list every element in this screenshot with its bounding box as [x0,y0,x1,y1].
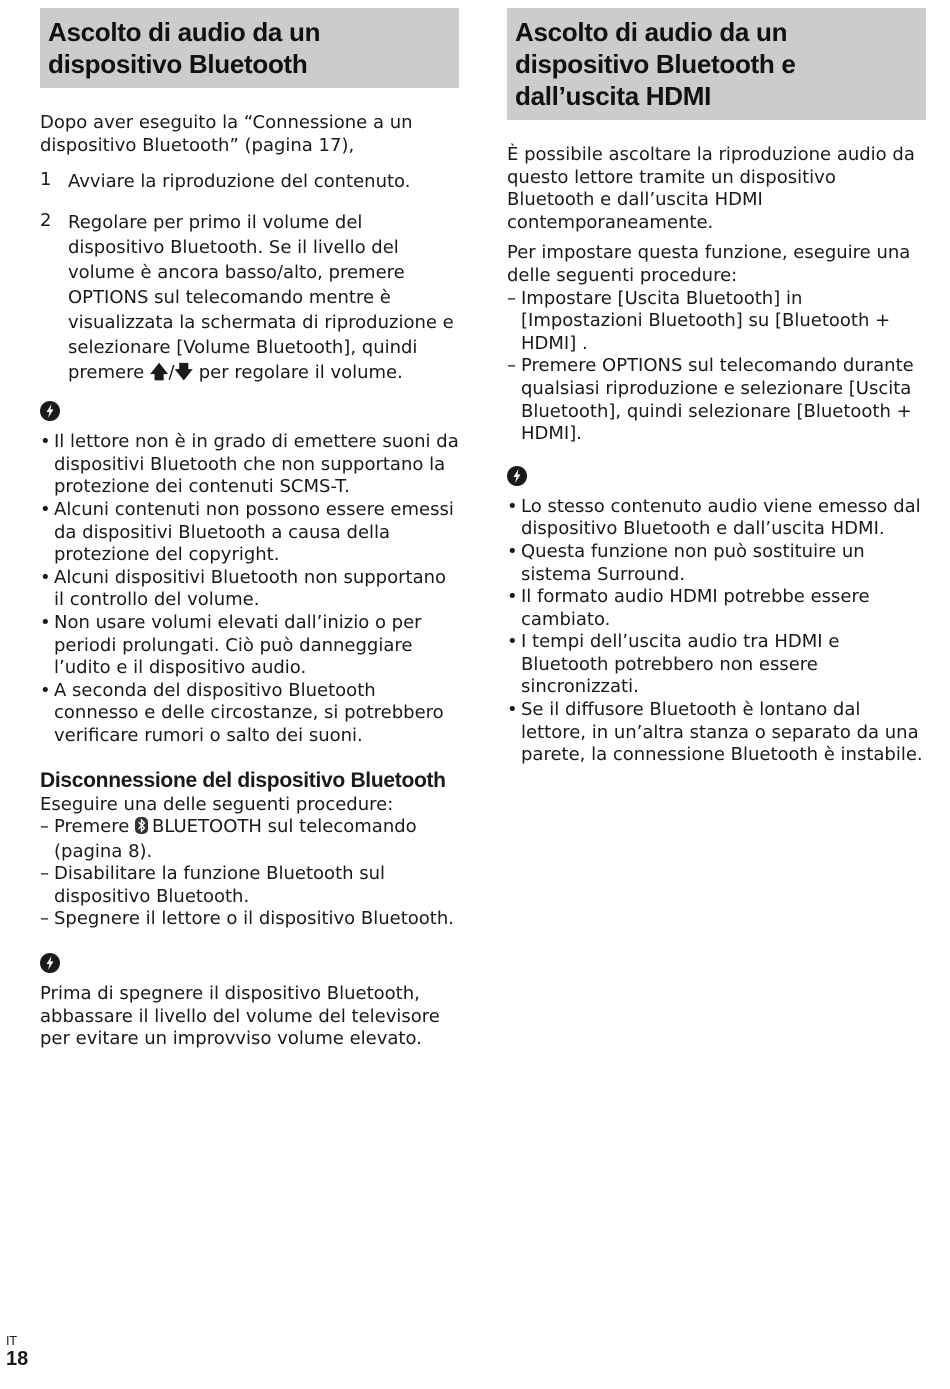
final-note: Prima di spegnere il dispositivo Bluetooth, abbassare il livello del volume del televisore per evitare un improvviso volume elevato. [40,983,440,1050]
note-item: • A seconda del dispositivo Bluetooth connesso e delle circostanze, si potrebbero verificare rumori o salto dei suoni. [40,680,460,748]
note-item: • Alcuni dispositivi Bluetooth non supportano il controllo del volume. [40,567,460,612]
setup-item: – Impostare [Uscita Bluetooth] in [Impostazioni Bluetooth] su [Bluetooth + HDMI] . [507,288,927,356]
step-number: 2 [40,210,52,232]
language-code: IT [6,1334,17,1348]
arrow-up-icon: 🡅 [149,362,169,384]
disconnect-item-text: Premere [54,816,136,838]
disconnect-intro: Eseguire una delle seguenti procedure: [40,793,394,815]
notes-list [507,496,927,767]
note-item: • Il lettore non è in grado di emettere suoni da dispositivi Bluetooth che non supportano la protezione dei contenuti SCMS-T. [40,431,460,499]
step-number: 1 [40,169,52,191]
note-item: • Lo stesso contenuto audio viene emesso dal dispositivo Bluetooth e dall’uscita HDMI. [507,496,927,541]
note-item: • Non usare volumi elevati dall’inizio o per periodi prolungati. Ciò può danneggiare l’udito e il dispositivo audio. [40,612,460,680]
section-heading-bluetooth: Ascolto di audio da un dispositivo Bluetooth [40,8,459,88]
step-text: Avviare la riproduzione del contenuto. [68,171,411,193]
disconnect-item: – Disabilitare la funzione Bluetooth sul dispositivo Bluetooth. [40,863,460,908]
disconnect-item: – Spegnere il lettore o il dispositivo Bluetooth. [40,908,460,931]
note-item: • Il formato audio HDMI potrebbe essere cambiato. [507,586,927,631]
step-1 [40,169,460,194]
disconnect-heading: Disconnessione del dispositivo Bluetooth [40,768,446,792]
note-item: • Questa funzione non può sostituire un sistema Surround. [507,541,927,586]
arrow-down-icon: 🡇 [174,362,194,384]
steps-list [40,169,460,385]
disconnect-item-text: BLUETOOTH sul telecomando (pagina 8). [54,816,417,862]
note-item: • I tempi dell’uscita audio tra HDMI e Bluetooth potrebbero non essere sincronizzati. [507,631,927,699]
notes-list [40,431,460,747]
disconnect-list [40,816,460,931]
left-column [40,8,460,1051]
setup-intro: Per impostare questa funzione, eseguire una delle seguenti procedure: [507,242,911,286]
slash: / [168,362,175,384]
note-item: • Alcuni contenuti non possono essere emessi da dispositivi Bluetooth a causa della protezione del copyright. [40,499,460,567]
step-text-part: per regolare il volume. [193,362,403,384]
page-footer [6,1334,28,1370]
page-number: 18 [6,1348,29,1370]
note-icon [40,953,460,973]
note-icon [507,466,927,486]
intro-paragraph: È possibile ascoltare la riproduzione audio da questo lettore tramite un dispositivo Bluetooth e dall’uscita HDMI contemporaneamente. [507,144,915,233]
bluetooth-icon [135,817,148,841]
disconnect-item [40,816,460,863]
setup-list [507,288,927,446]
note-item: • Se il diffusore Bluetooth è lontano dal lettore, in un’altra stanza o separato da una parete, la connessione Bluetooth è instabile. [507,699,927,767]
step-2 [40,210,460,385]
step-text [68,210,460,385]
section-heading-hdmi: Ascolto di audio da un dispositivo Bluetooth e dall’uscita HDMI [507,8,926,120]
right-column [507,8,927,767]
step-text-part: Regolare per primo il volume del dispositivo Bluetooth. Se il livello del volume è ancora basso/alto, premere OPTIONS sul telecomando mentre è visualizzata la schermata di riproduzione e selezionare [Volume Bluetooth], quindi premere [68,212,454,384]
setup-item: – Premere OPTIONS sul telecomando durante qualsiasi riproduzione e selezionare [Uscita Bluetooth], quindi selezionare [Bluetooth + HDMI]. [507,355,927,445]
intro-paragraph: Dopo aver eseguito la “Connessione a un dispositivo Bluetooth” (pagina 17), [40,112,413,156]
note-icon [40,401,460,421]
